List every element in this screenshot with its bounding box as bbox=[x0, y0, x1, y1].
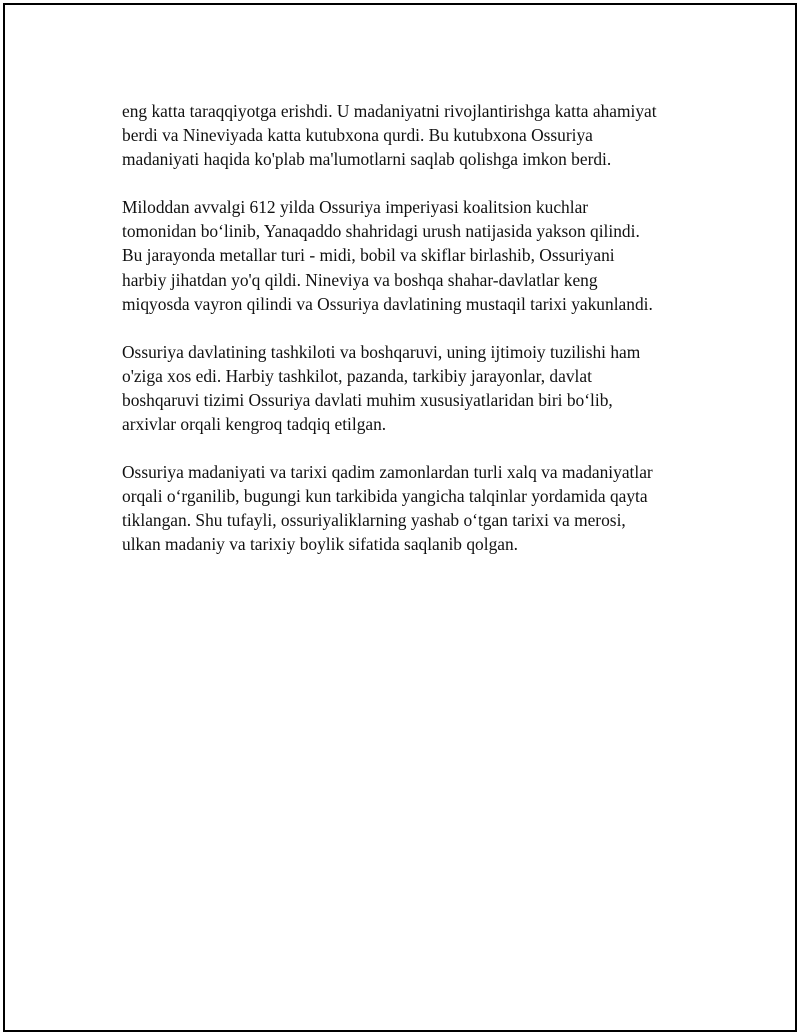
page-frame bbox=[3, 3, 797, 1032]
text-line: tiklangan. Shu tufayli, ossuriyaliklarning yashab o‘tgan tarixi va merosi, bbox=[122, 510, 626, 531]
text-line: orqali o‘rganilib, bugungi kun tarkibida yangicha talqinlar yordamida qayta bbox=[122, 486, 648, 507]
text-line: Bu jarayonda metallar turi - midi, bobil va skiflar birlashib, Ossuriyani bbox=[122, 245, 615, 266]
paragraph-2 bbox=[122, 195, 702, 315]
text-line: Ossuriya davlatining tashkiloti va boshqaruvi, uning ijtimoiy tuzilishi ham bbox=[122, 341, 641, 362]
paragraph-3 bbox=[122, 340, 702, 436]
paragraph-1 bbox=[122, 99, 702, 171]
paragraph-4 bbox=[122, 460, 702, 556]
text-line: miqyosda vayron qilindi va Ossuriya davlatining mustaqil tarixi yakunlandi. bbox=[122, 293, 653, 314]
text-line: Miloddan avvalgi 612 yilda Ossuriya imperiyasi koalitsion kuchlar bbox=[122, 197, 589, 218]
text-line: berdi va Nineviyada katta kutubxona qurdi. Bu kutubxona Ossuriya bbox=[122, 125, 593, 146]
text-line: madaniyati haqida ko'plab ma'lumotlarni saqlab qolishga imkon berdi. bbox=[122, 149, 612, 170]
document-body bbox=[122, 99, 702, 581]
text-line: boshqaruvi tizimi Ossuriya davlati muhim xususiyatlaridan biri bo‘lib, bbox=[122, 389, 613, 410]
text-line: ulkan madaniy va tarixiy boylik sifatida saqlanib qolgan. bbox=[122, 534, 519, 555]
text-line: arxivlar orqali kengroq tadqiq etilgan. bbox=[122, 414, 387, 435]
text-line: tomonidan bo‘linib, Yanaqaddo shahridagi urush natijasida yakson qilindi. bbox=[122, 221, 640, 242]
text-line: harbiy jihatdan yo'q qildi. Nineviya va boshqa shahar-davlatlar keng bbox=[122, 269, 598, 290]
text-line: eng katta taraqqiyotga erishdi. U madaniyatni rivojlantirishga katta ahamiyat bbox=[122, 101, 657, 121]
text-line: o'ziga xos edi. Harbiy tashkilot, pazanda, tarkibiy jarayonlar, davlat bbox=[122, 365, 592, 386]
text-line: Ossuriya madaniyati va tarixi qadim zamonlardan turli xalq va madaniyatlar bbox=[122, 462, 653, 483]
